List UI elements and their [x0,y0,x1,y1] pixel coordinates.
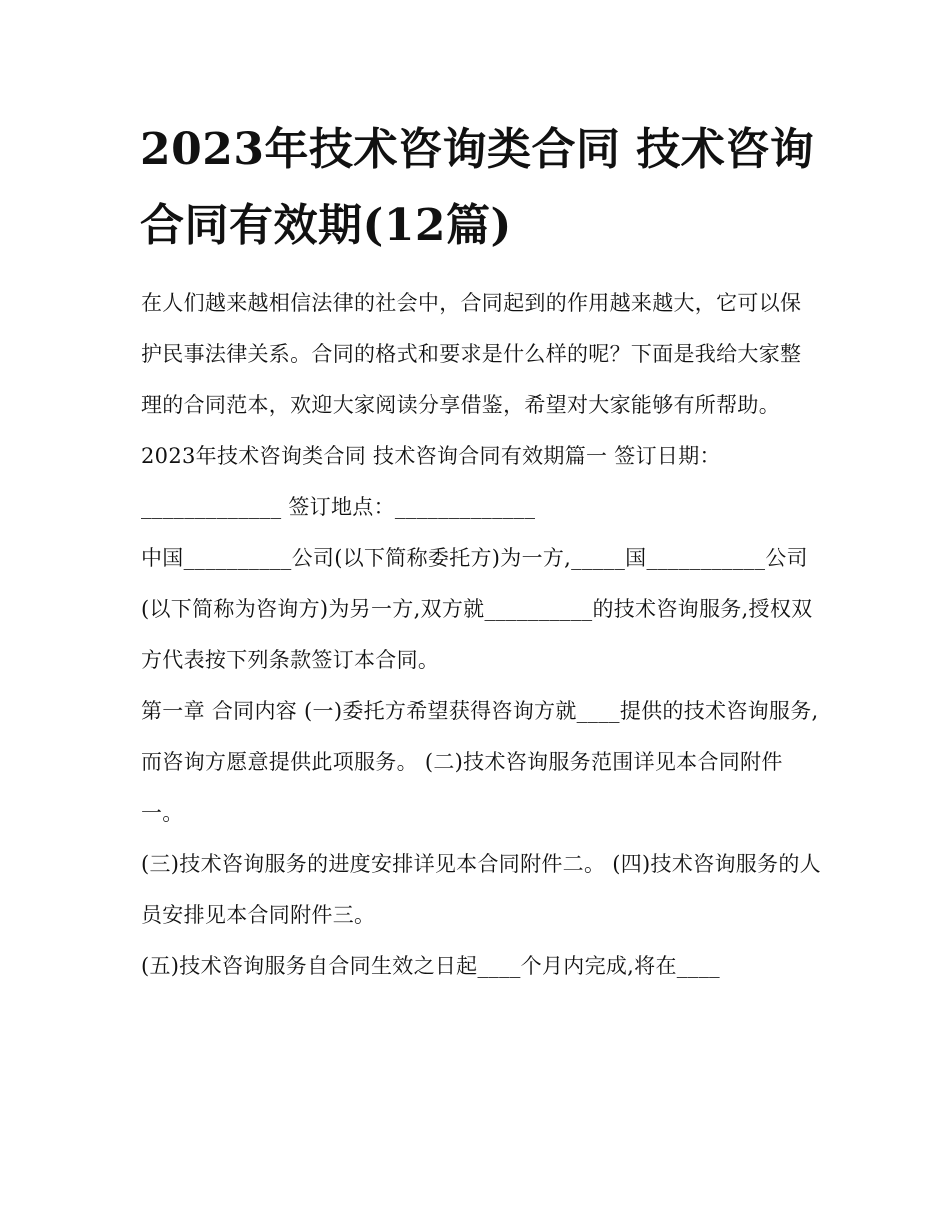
document-body [141,278,821,992]
schedule-paragraph: (三)技术咨询服务的进度安排详见本合同附件二。 (四)技术咨询服务的人员安排见本合同附件三。 [141,852,821,927]
signing-info-paragraph: 2023年技术咨询类合同 技术咨询合同有效期篇一 签订日期：_____________ 签订地点：_____________ [141,444,721,519]
intro-paragraph: 在人们越来越相信法律的社会中，合同起到的作用越来越大，它可以保护民事法律关系。合同的格式和要求是什么样的呢？下面是我给大家整理的合同范本，欢迎大家阅读分享借鉴，希望对大家能够有所帮助。 [141,291,802,417]
parties-paragraph: 中国__________公司(以下简称委托方)为一方,_____国___________公司(以下简称为咨询方)为另一方,双方就__________的技术咨询服务,授权双方代表按下列条款签订本合同。 [141,546,813,672]
completion-paragraph: (五)技术咨询服务自合同生效之日起____个月内完成,将在____ [141,954,720,978]
chapter-one-paragraph: 第一章 合同内容 (一)委托方希望获得咨询方就____提供的技术咨询服务,而咨询方愿意提供此项服务。 (二)技术咨询服务范围详见本合同附件一。 [141,699,819,825]
document-title: 2023年技术咨询类合同 技术咨询合同有效期(12篇) [140,124,815,251]
